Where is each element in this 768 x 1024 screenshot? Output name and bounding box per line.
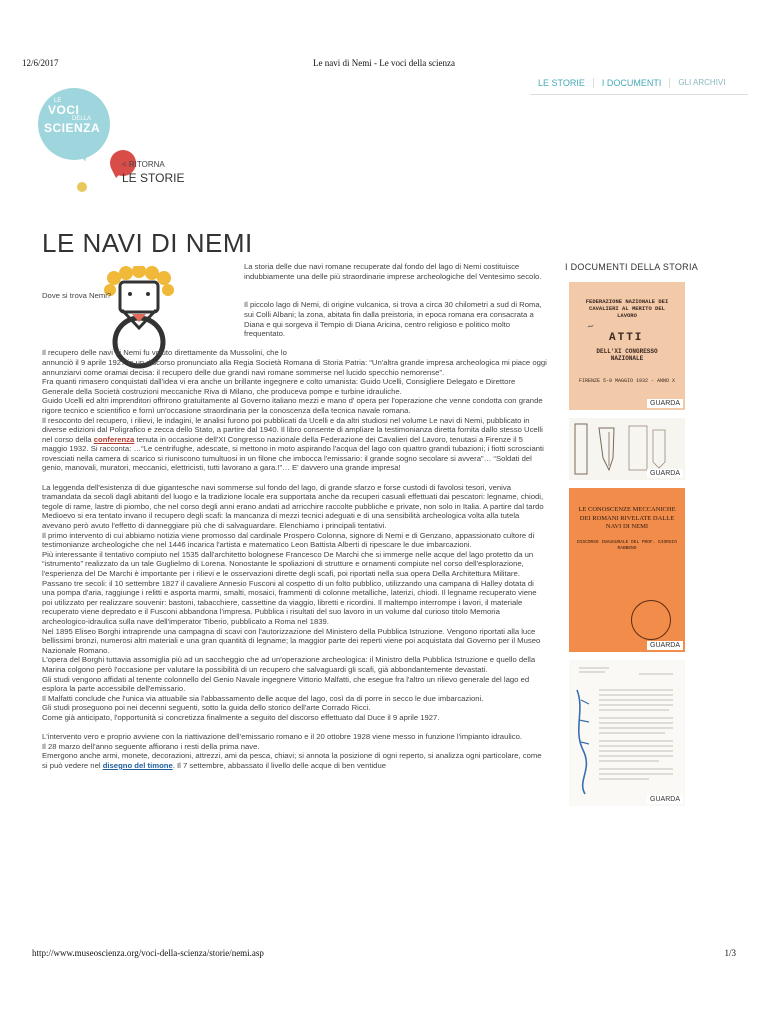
top-nav: [530, 78, 748, 95]
article-paragraph: [42, 416, 547, 474]
article-paragraph: Il recupero delle navi di Nemi fu voluto direttamente da Mussolini, che lo: [42, 348, 287, 358]
article-paragraph: La leggenda dell'esistenza di due gigantesche navi sommerse sul fondo del lago, di grande sfarzo e forse custodi di favolosi tesori, veniva tramandata da secoli dagli abitanti del luogo e la tradizione locale era supportata anche da recuperi casuali effettuati dai pescatori: legname, chiodi, tegole di rame, lastre di piombo, che nel corso degli anni erano andati ad arricchire raccolte pubbliche e private, non solo in Italia. A partire dal tardo Medioevo si era tentato invano il recupero degli scafi: la mancanza di mezzi tecnici adeguati e di una sensibilità archeologica volta alla tutela avevano però avuto l'effetto di danneggiare più che di salvaguardare. Elenchiamo i principali tentativi.: [42, 482, 544, 531]
logo-text: [44, 98, 110, 134]
sidebar-title: I DOCUMENTI DELLA STORIA: [565, 262, 699, 272]
doc3-title: LE CONOSCENZE MECCANICHE DEI ROMANI RIVELATE DALLE NAVI DI NEMI: [578, 506, 676, 530]
logo-le: LE: [54, 98, 62, 104]
article-paragraph: Gli studi vengono affidati al tenente colonnello del Genio Navale ingegnere Vittorio Malfatti, che esegue fra l'altro un rilievo generale del lago ed esplora la parte accessibile dell'emissario.: [42, 674, 530, 694]
article-paragraph: Il 28 marzo dell'anno seguente affiorano i resti della prima nave.: [42, 741, 260, 751]
article-paragraph: annunciò il 9 aprile 1927 in un discorso pronunciato alla Regia Società Romana di Storia Patria: “Un'altra grande impresa archeologica mi piace oggi annunziarvi come oramai decisa: il recupero delle due grandi navi romane sommerse nel lucido specchio nemorense”.: [42, 357, 547, 377]
logo-scienza: SCIENZA: [44, 121, 101, 135]
guarda-button[interactable]: GUARDA: [647, 641, 683, 650]
logo-della: DELLA: [72, 116, 92, 122]
nav-gli-archivi[interactable]: GLI ARCHIVI: [678, 78, 726, 87]
print-footer: [32, 948, 736, 962]
document-thumbnail[interactable]: [569, 282, 685, 410]
logo-yellow-dot: [77, 182, 87, 192]
document-thumbnail[interactable]: [569, 660, 685, 806]
article-paragraph: [42, 751, 547, 770]
back-link[interactable]: [122, 160, 184, 185]
article-paragraph: Passano tre secoli: il 10 settembre 1827 il cavaliere Annesio Fusconi al cospetto di un folto pubblico, utilizzando una campana di Halley dotata di una pompa d'aria, raggiunge i relitti e asporta marmi, smalti, mosaici, frammenti di colonne metalliche, laterizi, chiodi. Il legname recuperato viene poi utilizzato per realizzare souvenir: bastoni, tabacchiere, cassettine da viaggio, libretti e ricordini. Il maltempo interrompe i lavori, il materiale recuperato viene depredato e il Fusconi abbandona l'impresa. Pubblica i risultati del suo lavoro in un volume dal curioso titolo Memoria archeologico-idraulica sulla nave dell'imperator Tiberio, pubblicato a Roma nel 1839.: [42, 578, 537, 626]
nav-i-documenti[interactable]: I DOCUMENTI: [594, 78, 671, 88]
article-paragraph: L'opera del Borghi tuttavia assomiglia più ad un saccheggio che ad un'operazione archeologica: il Ministro della Pubblica Istruzione e quello della Marina colgono però l'occasione per valutare la possibilità di un recupero che salvaguardi gli scafi, già abbondantemente devastati.: [42, 655, 536, 674]
back-section[interactable]: LE STORIE: [122, 171, 185, 185]
doc3-subtitle: DISCORSO INAUGURALE DEL PROF. GIORGIO RABBENO: [577, 540, 677, 551]
article-paragraph: Nel 1895 Eliseo Borghi intraprende una campagna di scavi con l'autorizzazione del Ministero della Pubblica Istruzione. Vengono riportati alla luce bellissimi bronzi, numerosi altri materiali e una gran quantità di legname; la maggior parte dei reperti viene poi acquistata dal Governo per il Museo Nazionale Romano.: [42, 626, 541, 655]
article-paragraph: Gli studi proseguono poi nei decenni seguenti, sotto la guida dello storico dell'arte Corrado Ricci.: [42, 703, 371, 713]
doc1-line3: DELL'XI CONGRESSO NAZIONALE: [596, 348, 658, 362]
document-thumbnail[interactable]: [569, 488, 685, 652]
article-paragraph: Il piccolo lago di Nemi, di origine vulcanica, si trova a circa 30 chilometri a sud di Roma, sui Colli Albani; la zona, abitata fin dalla preistoria, in epoca romana era consacrata a Diana e qui sorgeva il Tempio di Diana Aricina, centro religioso e politico molto frequentato.: [244, 300, 542, 339]
nav-le-storie[interactable]: LE STORIE: [530, 78, 594, 88]
article-paragraph: L'intervento vero e proprio avviene con la riattivazione dell'emissario romano e il 20 ottobre 1928 viene messo in funzione l'impianto idraulico.: [42, 732, 523, 742]
conferenza-link[interactable]: conferenza: [93, 434, 135, 444]
article-body: [42, 262, 547, 770]
documents-sidebar: [565, 262, 725, 814]
document-thumbnail[interactable]: [569, 418, 685, 480]
logo-bubble-tail: [73, 145, 92, 164]
print-page-number: 1/3: [724, 948, 736, 958]
print-date: 12/6/2017: [22, 58, 59, 68]
doc1-line4: FIRENZE 5-9 MAGGIO 1932 - ANNO X: [579, 378, 676, 384]
doc1-line2: ATTI: [609, 332, 644, 344]
logo-voci: VOCI: [48, 103, 80, 117]
article-intro: La storia delle due navi romane recuperate dal fondo del lago di Nemi costituisce indubbiamente una delle più straordinarie imprese archeologiche del Ventesimo secolo.: [244, 262, 542, 281]
article-text: Emergono anche armi, monete, decorazioni, attrezzi, ami da pesca, chiavi; si annota la posizione di ogni reperto, si analizza ogni particolare, come si può vedere nel: [42, 751, 542, 770]
print-header: [22, 58, 746, 72]
article-paragraph: Il Malfatti conclude che l'unica via attuabile sia l'abbassamento delle acque del lago, così da di porre in secco le due imbarcazioni.: [42, 693, 484, 703]
article-text: tenuta in occasione dell'XI Congresso nazionale della Federazione dei Cavalieri del Lavoro, tenutasi a Firenze il 5 maggio 1932. Si racconta: …“Le centrifughe, adescate, si mettono in moto aspirando l'acqua del lago con quattro grandi tubazioni; i fiotti scroscianti rovesciati nella camera di scarico si riuniscono tumultuosi in un filone che imbocca l'emissario: il grande sogno secolare si avvera”… “Soldati del genio, manovali, muratori, meccanici, elettricisti, tutti lavorano a gara.!”… E' davvero una grande impresa!: [42, 434, 544, 473]
article-paragraph: Guido Ucelli ed altri imprenditori offrirono gratuitamente al Governo italiano mezzi e mano d' opera per l'operazione che venne condotta con grande rigore tecnico e scientifico e fornì un'occasione straordinaria per la conoscenza della tecnica navale romana.: [42, 396, 543, 415]
letter-drawing: [569, 660, 685, 806]
print-url: http://www.museoscienza.org/voci-della-scienza/storie/nemi.asp: [32, 948, 264, 958]
back-label[interactable]: < RITORNA: [122, 160, 165, 169]
article-paragraph: Più interessante il tentativo compiuto nel 1535 dall'architetto bolognese Francesco De Marchi che si immerge nelle acque del lago protetto da un “istrumento” realizzato da un tale Guglielmo di Lorena. Nonostante le spoliazioni di strutture e ornamenti compiute nel corso dell'esplorazione, l'esperienza del De Marchi è importante per i rilievi e le osservazioni dirette degli scafi, poi riportati nella sua opera Della Architettura Militare.: [42, 549, 534, 578]
print-title: Le navi di Nemi - Le voci della scienza: [313, 58, 455, 68]
doc1-line1: FEDERAZIONE NAZIONALE DEI CAVALIERI AL MERITO DEL LAVORO: [585, 298, 669, 319]
page-title: LE NAVI DI NEMI: [42, 228, 253, 258]
disegno-timone-link[interactable]: disegno del timone: [102, 760, 173, 770]
article-paragraph: Il primo intervento di cui abbiamo notizia viene promosso dal cardinale Prospero Colonna, signore di Nemi e di Genzano, appassionato cultore di testimonianze archeologiche che nel 1446 incarica l'artista e matematico Leon Battista Alberti di ripescare le due imbarcazioni.: [42, 530, 535, 550]
article-paragraph: Fra quanti rimasero conquistati dall'idea vi era anche un brillante ingegnere e colto umanista: Guido Ucelli, Consigliere Delegato e Direttore Generale della Società costruzioni meccaniche Riva di Milano, che produceva pompe e turbine idrauliche.: [42, 377, 516, 396]
article-text: . Il 7 settembre, abbassato il livello delle acque di ben ventidue: [172, 760, 387, 770]
article-text: Il resoconto del recupero, i rilievi, le indagini, le analisi furono poi pubblicati da Ucelli e da altri studiosi nel volume Le navi di Nemi, pubblicato in diverse edizioni dal Poligrafico e zecca dello Stato, a partire dal 1940. Il libro consente di ampliare la testimonianza diretta fornita dallo stesso Ucelli nel corso della: [42, 415, 543, 444]
guarda-button[interactable]: GUARDA: [647, 469, 683, 478]
handwriting-mark: ~: [586, 321, 596, 333]
guarda-button[interactable]: GUARDA: [647, 795, 683, 804]
guarda-button[interactable]: GUARDA: [647, 399, 683, 408]
stamp-mark: [631, 600, 671, 640]
article-question: Dove si trova Nemi?: [42, 290, 112, 300]
article-paragraph: Come già anticipato, l'opportunità si concretizza finalmente a seguito del discorso effettuato dal Duce il 9 aprile 1927.: [42, 712, 440, 722]
